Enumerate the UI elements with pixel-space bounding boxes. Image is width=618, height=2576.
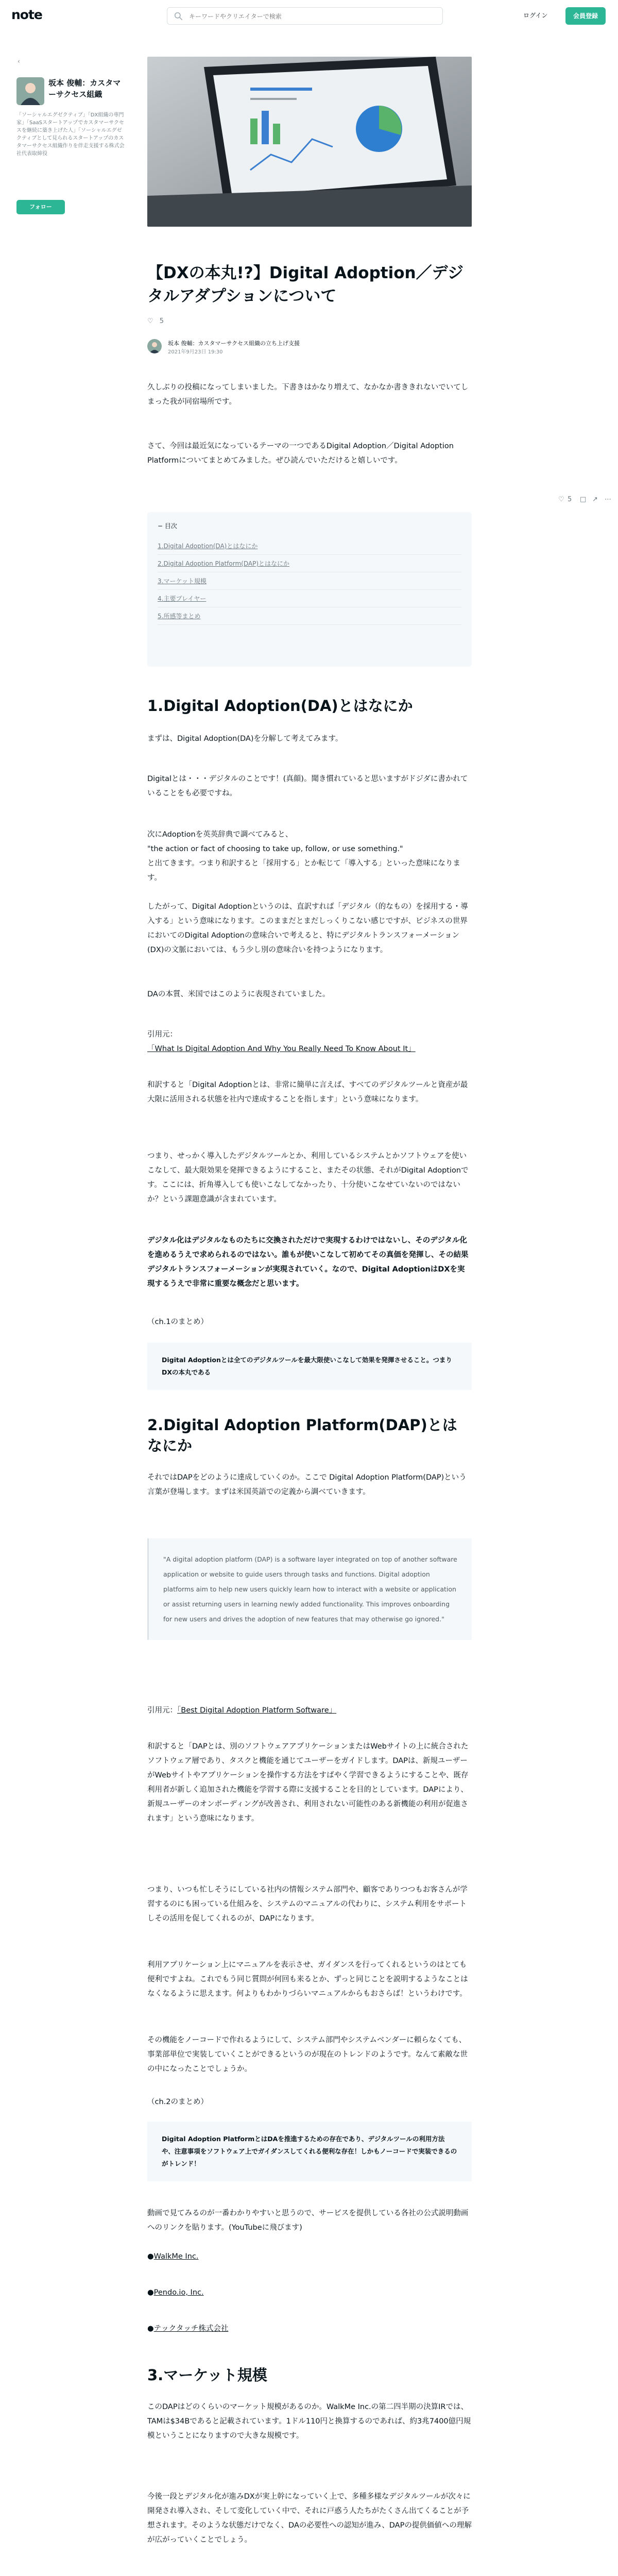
- summary-box: Digital Adoption PlatformとはDAを推進するための存在であり、デジタルツールの利用方法や、注意事項をソフトウェア上でガイダンスしてくれる便利な存在！しかもノーコードで実装できるのがトレンド！: [147, 2122, 472, 2181]
- vendor-item: [147, 2249, 472, 2264]
- author-name[interactable]: 坂本 俊輔：カスタマーサクセス組織: [48, 78, 121, 99]
- like-count: 5: [159, 317, 164, 325]
- paragraph: このDAPはどのくらいのマーケット規模があるのか。WalkMe Inc.の第二四半期の決算IRでは、TAMは$34Bであると記載されています。1ドル110円と換算するのであれば、約3兆7400億円規模ということになりますので大きな規模です。: [147, 2403, 471, 2440]
- more-icon[interactable]: ⋯: [605, 496, 611, 503]
- bullet-icon: ●: [147, 2252, 154, 2261]
- author-avatar[interactable]: [16, 77, 44, 105]
- intro-paragraph: さて、今回は最近気になっているテーマの一つであるDigital Adoption／Digital Adoption Platformについてまとめてみました。ぜひ読んでいただけると嬉しいです。: [147, 442, 454, 465]
- blockquote: "A digital adoption platform (DAP) is a software layer integrated on top of another software application or website to guide users through tasks and functions. Digital adoption platforms aim to help new users quickly learn how to interact with a website or application or assist returning users in learning newly added functionality. This improves onboarding for new users and drives the adoption of new features that may otherwise go ignored.": [147, 1538, 472, 1640]
- vendor-link[interactable]: テックタッチ株式会社: [153, 2325, 229, 2333]
- back-icon[interactable]: ‹: [18, 58, 20, 65]
- heart-icon[interactable]: ♡: [147, 317, 153, 325]
- follow-button[interactable]: フォロー: [16, 200, 65, 214]
- toc-item[interactable]: 1.Digital Adoption(DA)とはなにか: [158, 537, 461, 555]
- vendor-item: [147, 2321, 472, 2336]
- citation-link[interactable]: 「What Is Digital Adoption And Why You Really Need To Know About It」: [147, 1045, 416, 1053]
- summary-box: Digital Adoptionとは全てのデジタルツールを最大限使いこなして効果を発揮させること。つまりDXの本丸である: [147, 1343, 472, 1390]
- paragraph: 次にAdoptionを英英辞典で調べてみると、 "the action or fact of choosing to take up, follow, or use something." と出てきます。つまり和訳すると「採用する」とか転じて「導入する」といった意味になります。: [147, 831, 460, 882]
- note-logo[interactable]: note: [11, 7, 42, 22]
- section-heading: 2.Digital Adoption Platform(DAP)とはなにか: [147, 1416, 457, 1454]
- intro-paragraph: 久しぶりの投稿になってしまいました。下書きはかなり増えて、なかなか書ききれないでいてしまった我が同宿場所です。: [147, 383, 469, 406]
- section-heading: 1.Digital Adoption(DA)とはなにか: [147, 697, 413, 715]
- byline: [147, 338, 472, 355]
- signup-button[interactable]: 会員登録: [565, 7, 606, 25]
- toc-toggle-icon[interactable]: −: [158, 522, 163, 530]
- paragraph: 今後一段とデジタル化が進みDXが実上幹になっていく上で、多種多様なデジタルツールが次々に開発され導入され、そして変化していく中で、それに戸惑う人たちがたくさん出てくることが予想されます。そのような状態だけでなく、DAの必要性への認知が進み、DAPの提供価値への理解が広がっていくことでしょう。: [147, 2493, 472, 2544]
- paragraph: デジタル化はデジタルなものたちに交換されただけで実現するわけではないし、そのデジタル化を進めるうえで求められるのではない。誰もが使いこなして初めてその真価を発揮し、その結果デジタルトランスフォーメーションが実現されていく。なので、Digital AdoptionはDXを実現するうえで非常に重要な概念だと思います。: [147, 1236, 469, 1288]
- floating-actions: [558, 496, 615, 508]
- heart-icon[interactable]: ♡: [558, 496, 564, 503]
- paragraph: DAの本質、米国ではこのように表現されていました。: [147, 990, 330, 998]
- bullet-icon: ●: [147, 2325, 154, 2333]
- author-bio: 「ソーシャルエグゼクティブ」「DX組織の専門家」「SaaSスタートアップでカスタマーサクセスを継続に築き上げた人」「ソーシャルエグゼクティブとして見られるスタートアップのカスタマーサクセス組織作りを伴走支援する株式会社代表取締役: [16, 112, 125, 157]
- search-input[interactable]: [189, 11, 436, 22]
- paragraph: 利用アプリケーション上にマニュアルを表示させ、ガイダンスを行ってくれるというのはとても便利ですよね。これでもう同じ質問が何回も来るとか、ずっと同じことを説明するようなことはなくなるように思えます。何よりもわかりづらいマニュアルからもおさらば！というわけです。: [147, 1961, 468, 1998]
- paragraph: まずは、Digital Adoption(DA)を分解して考えてみます。: [147, 735, 343, 743]
- share-icon[interactable]: ↗: [592, 496, 598, 503]
- bullet-icon: ●: [147, 2289, 154, 2297]
- article-title: 【DXの本丸!?】Digital Adoption／デジタルアダプションについて: [147, 264, 464, 306]
- citation-link[interactable]: 「Best Digital Adoption Platform Software」: [177, 1706, 337, 1715]
- byline-avatar[interactable]: [147, 339, 162, 353]
- search-icon: [174, 12, 183, 21]
- byline-date: 2021年9月23日 19:30: [168, 349, 223, 355]
- paragraph: したがって、Digital Adoptionというのは、直訳すれば「デジタル（的なもの）を採用する・導入する」という意味になります。このままだとまだしっくりこない感じですが、ビジネスの世界においてのDigital Adoptionの意味合いで考えると、特にデジタルトランスフォーメーション(DX)の文脈においては、もう少し別の意味合いを持つようになります。: [147, 903, 468, 954]
- paragraph: つまり、せっかく導入したデジタルツールとか、利用しているシステムとかソフトウェアを使いこなして、最大限効果を発揮できるようにすること、またその状態、それがDigital Adoptionです。ここには、折角導入しても使いこなしてなかったり、十分使いこなせていないのではないか？という課題意識が含まれています。: [147, 1152, 469, 1204]
- login-link[interactable]: ログイン: [523, 12, 548, 19]
- table-of-contents: [147, 512, 472, 667]
- toc-item[interactable]: 5.所感等まとめ: [158, 607, 461, 625]
- like-row: [147, 317, 164, 325]
- citation: 引用元：「Best Digital Adoption Platform Software」: [147, 1706, 337, 1715]
- vendor-item: [147, 2285, 472, 2300]
- eyecatch-image: [147, 57, 472, 227]
- summary-label: （ch.1のまとめ）: [147, 1318, 208, 1326]
- toc-item[interactable]: 2.Digital Adoption Platform(DAP)とはなにか: [158, 555, 461, 572]
- paragraph: それではDAPをどのように達成していくのか。ここで Digital Adoption Platform(DAP)という言葉が登場します。まずは米国英語での定義から調べていきます。: [147, 1473, 467, 1496]
- section-heading: 3.マーケット規模: [147, 2366, 267, 2384]
- vendor-link[interactable]: WalkMe Inc.: [153, 2252, 199, 2261]
- byline-name[interactable]: 坂本 俊輔：カスタマーサクセス組織の立ち上げ支援: [168, 340, 300, 347]
- paragraph: その機能をノーコードで作れるようにして、システム部門やシステムベンダーに頼らなくても、事業部単位で実装していくことができるというのが現在のトレンドのようです。なんて素敵な世の中になったことでしょうか。: [147, 2036, 468, 2073]
- toc-heading: − 目次: [158, 522, 177, 530]
- toc-item[interactable]: 3.マーケット規模: [158, 572, 461, 590]
- comment-icon[interactable]: □: [580, 496, 587, 503]
- toc-item[interactable]: 4.主要プレイヤー: [158, 590, 461, 607]
- summary-label: （ch.2のまとめ）: [147, 2098, 208, 2106]
- vendor-link[interactable]: Pendo.io, Inc.: [153, 2289, 204, 2297]
- paragraph: Digitalとは・・・デジタルのことです！(真顔)。聞き慣れていると思いますがドジダに書かれていることをも必要ですね。: [147, 775, 468, 798]
- paragraph: 和訳すると「Digital Adoptionとは、非常に簡単に言えば、すべてのデジタルツールと資産が最大限に活用される状態を社内で達成することを指します」という意味になります。: [147, 1081, 468, 1104]
- paragraph: 和訳すると「DAPとは、別のソフトウェアアプリケーションまたはWebサイトの上に統合されたソフトウェア層であり、タスクと機能を通じてユーザーをガイドします。DAPは、新規ユーザーがWebサイトやアプリケーションを操作する方法をすばやく学習できるようにすることや、既存利用者が新しく追加された機能を学習する際に支援することを目的としています。DAPにより、新規ユーザーのオンボーディングが改善され、利用されない可能性のある新機能の利用が促進されます」という意味になります。: [147, 1742, 469, 1823]
- citation: 引用元： 「What Is Digital Adoption And Why You Really Need To Know About It」: [147, 1027, 472, 1056]
- site-header: [0, 0, 618, 32]
- paragraph: 動画で見てみるのが一番わかりやすいと思うので、サービスを提供している各社の公式説明動画へのリンクを貼ります。(YouTubeに飛びます): [147, 2209, 469, 2232]
- paragraph: つまり、いつも忙しそうにしている社内の情報システム部門や、顧客でありつつもお客さんが学習するのにも困っている仕組みを、システムのマニュアルの代わりに、システム利用をサポートしその活用を促してくれるのが、DAPになります。: [147, 1886, 468, 1923]
- like-count: 5: [568, 496, 572, 503]
- search-box[interactable]: [167, 7, 443, 25]
